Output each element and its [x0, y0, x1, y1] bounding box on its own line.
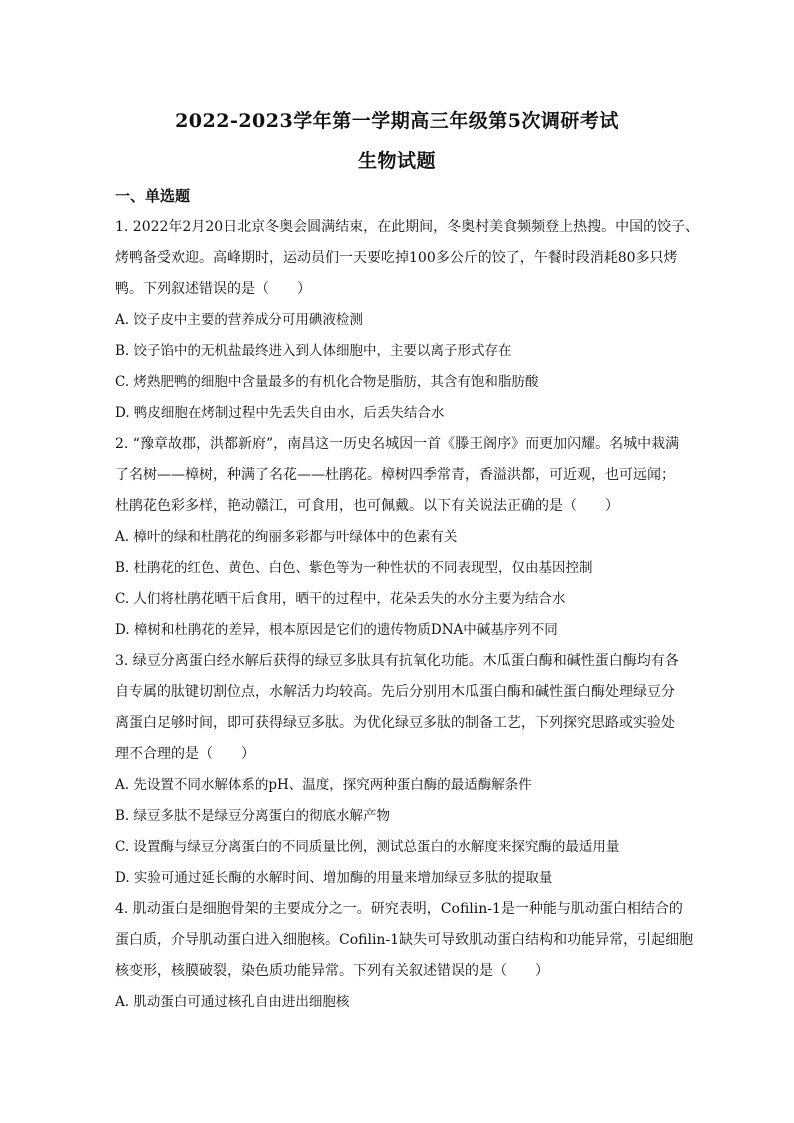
q1-stem-line-3: 鸭。下列叙述错误的是（ ）: [115, 281, 311, 297]
q1-option-c: C. 烤熟肥鸭的细胞中含量最多的有机化合物是脂肪，其含有饱和脂肪酸: [115, 374, 539, 390]
exam-title: 2022-2023学年第一学期高三年级第5次调研考试: [175, 110, 619, 132]
q1-option-d: D. 鸭皮细胞在烤制过程中先丢失自由水，后丢失结合水: [115, 405, 445, 421]
q2-option-b: B. 杜鹃花的红色、黄色、白色、紫色等为一种性状的不同表现型，仅由基因控制: [115, 560, 593, 576]
q2-stem-line-1: 2. “豫章故郡，洪都新府”，南昌这一历史名城因一首《滕王阁序》而更加闪耀。名城中栽满: [115, 436, 680, 452]
q2-option-c: C. 人们将杜鹃花晒干后食用，晒干的过程中，花朵丢失的水分主要为结合水: [115, 591, 566, 607]
q4-option-a: A. 肌动蛋白可通过核孔自由进出细胞核: [115, 994, 350, 1010]
q2-stem-line-2: 了名树——樟树，种满了名花——杜鹃花。樟树四季常青，香溢洪都，可近观，也可远闻；: [115, 467, 675, 483]
q1-option-b: B. 饺子馅中的无机盐最终进入到人体细胞中，主要以离子形式存在: [115, 343, 512, 359]
q3-option-b: B. 绿豆多肽不是绿豆分离蛋白的彻底水解产物: [115, 808, 391, 824]
q3-option-c: C. 设置酶与绿豆分离蛋白的不同质量比例，测试总蛋白的水解度来探究酶的最适用量: [115, 839, 620, 855]
q2-option-a: A. 樟叶的绿和杜鹃花的绚丽多彩都与叶绿体中的色素有关: [115, 529, 458, 545]
q3-stem-line-4: 理不合理的是（ ）: [115, 746, 255, 762]
exam-subtitle: 生物试题: [357, 150, 436, 172]
q4-stem-line-3: 核变形，核膜破裂，染色质功能异常。下列有关叙述错误的是（ ）: [115, 963, 549, 979]
q4-stem-line-2: 蛋白质，介导肌动蛋白进入细胞核。Cofilin-1缺失可导致肌动蛋白结构和功能异常，引起细胞: [115, 932, 694, 948]
q1-stem-line-1: 1. 2022年2月20日北京冬奥会圆满结束，在此期间，冬奥村美食频频登上热搜。中国的饺子、: [115, 219, 700, 235]
question-content: [115, 212, 700, 1018]
q3-stem-line-2: 自专属的肽键切割位点，水解活力均较高。先后分别用木瓜蛋白酶和碱性蛋白酶处理绿豆分: [115, 684, 675, 700]
section-heading: 一、单选题: [115, 187, 191, 205]
q3-stem-line-3: 离蛋白足够时间，即可获得绿豆多肽。为优化绿豆多肽的制备工艺，下列探究思路或实验处: [115, 715, 675, 731]
q1-option-a: A. 饺子皮中主要的营养成分可用碘液检测: [115, 312, 363, 328]
q3-option-d: D. 实验可通过延长酶的水解时间、增加酶的用量来增加绿豆多肽的提取量: [115, 870, 553, 886]
q2-option-d: D. 樟树和杜鹃花的差异，根本原因是它们的遗传物质DNA中碱基序列不同: [115, 622, 558, 638]
q3-stem-line-1: 3. 绿豆分离蛋白经水解后获得的绿豆多肽具有抗氧化功能。木瓜蛋白酶和碱性蛋白酶均有各: [115, 653, 679, 669]
q1-stem-line-2: 烤鸭备受欢迎。高峰期时，运动员们一天要吃掉100多公斤的饺了，午餐时段消耗80多只烤: [115, 250, 678, 266]
q3-option-a: A. 先设置不同水解体系的pH、温度，探究两种蛋白酶的最适酶解条件: [115, 777, 532, 793]
q4-stem-line-1: 4. 肌动蛋白是细胞骨架的主要成分之一。研究表明，Cofilin-1是一种能与肌动蛋白相结合的: [115, 901, 683, 917]
q2-stem-line-3: 杜鹃花色彩多样，艳动赣江，可食用，也可佩戴。以下有关说法正确的是（ ）: [115, 498, 619, 514]
